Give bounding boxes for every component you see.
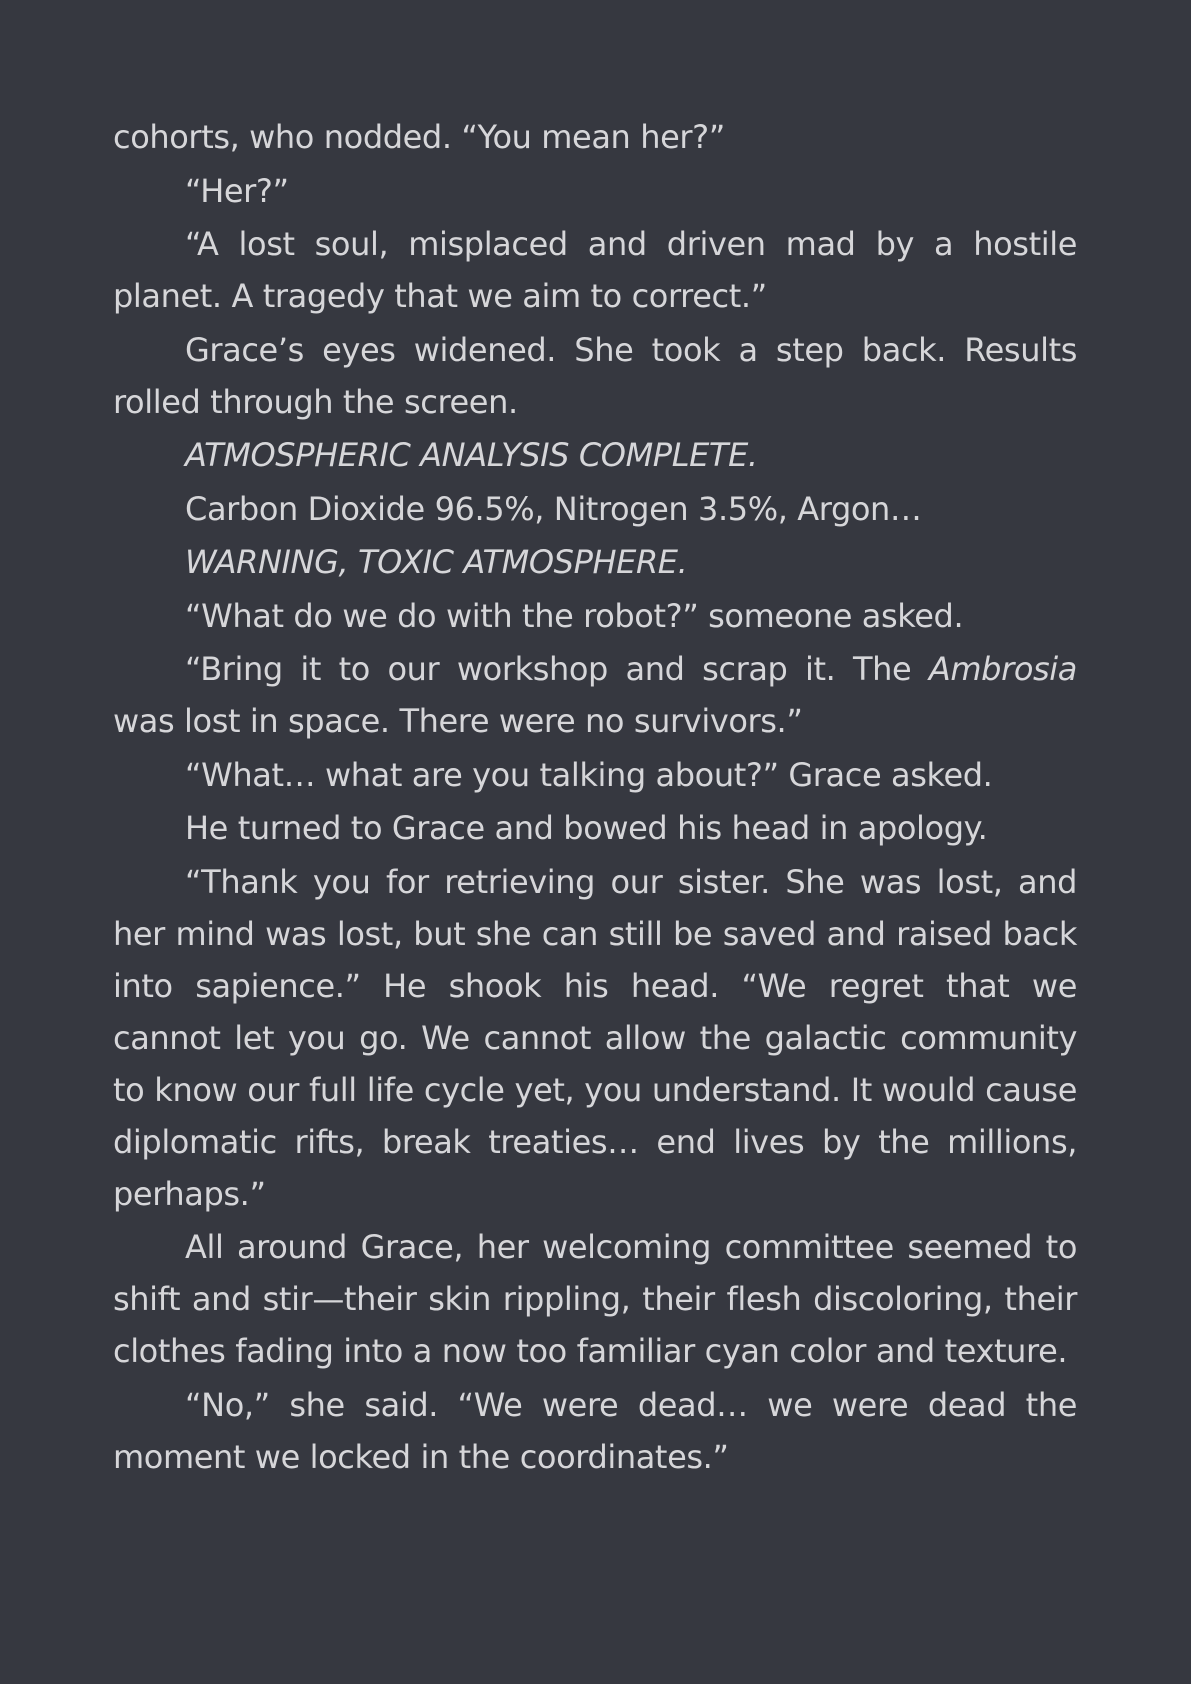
paragraph-7-italic: WARNING, TOXIC ATMOSPHERE. (185, 543, 688, 581)
paragraph-3: “A lost soul, misplaced and driven mad by a hostile planet. A tragedy that we aim to correct.” (113, 225, 1077, 315)
paragraph-6: Carbon Dioxide 96.5%, Nitrogen 3.5%, Argon… (185, 489, 922, 528)
paragraph-9 (113, 643, 1077, 747)
paragraph-5-italic: ATMOSPHERIC ANALYSIS COMPLETE. (185, 436, 758, 474)
paragraph-10: “What… what are you talking about?” Grace asked. (185, 755, 993, 794)
paragraph-1: cohorts, who nodded. “You mean her?” (113, 118, 725, 156)
paragraph-4: Grace’s eyes widened. She took a step back. Results rolled through the screen. (113, 330, 1077, 421)
paragraph-11: He turned to Grace and bowed his head in apology. (185, 809, 988, 847)
paragraph-12: “Thank you for retrieving our sister. She was lost, and her mind was lost, but she can still be saved and raised back into sapience.” He shook his head. “We regret that we cannot let you go. We cannot allow the galactic community to know our full life cycle yet, you understand. It would cause diplomatic rifts, break treaties… end lives by the millions, perhaps.” (113, 862, 1077, 1213)
paragraph-2: “Her?” (185, 171, 289, 210)
body-text (113, 111, 1077, 1484)
paragraph-13: All around Grace, her welcoming committee seemed to shift and stir—their skin rippling, their flesh discoloring, their clothes fading into a now too familiar cyan color and texture. (113, 1228, 1077, 1370)
paragraph-9-before: “Bring it to our workshop and scrap it. The (185, 650, 929, 688)
paragraph-8: “What do we do with the robot?” someone asked. (185, 596, 964, 635)
paragraph-14: “No,” she said. “We were dead… we were dead the moment we locked in the coordinates.” (113, 1385, 1077, 1476)
paragraph-9-italic-title: Ambrosia (928, 650, 1077, 688)
paragraph-9-after: was lost in space. There were no survivors.” (113, 702, 803, 740)
